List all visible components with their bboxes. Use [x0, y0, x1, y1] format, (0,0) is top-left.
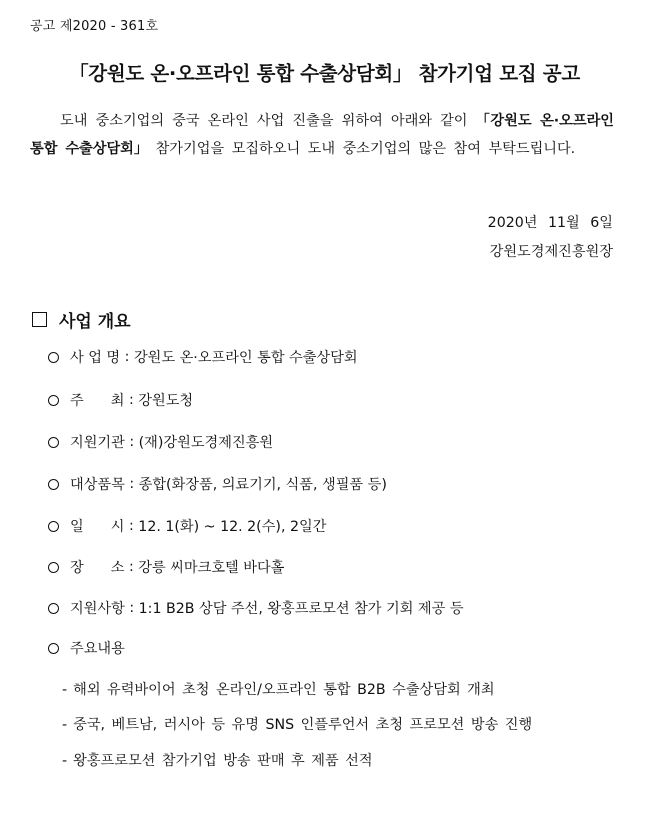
item-separator: :: [120, 349, 134, 365]
item-label: 주 최: [70, 393, 125, 409]
dash-bullet: -: [62, 682, 68, 698]
circle-bullet-icon: [48, 395, 59, 406]
item-separator: :: [124, 434, 139, 450]
issuer: 강원도경제진흥원장: [489, 244, 613, 260]
item-separator: :: [124, 600, 139, 616]
intro-text-after: 참가기업을 모집하오니 도내 중소기업의 많은 참여 부탁드립니다.: [148, 141, 576, 157]
sub-list-item: [62, 714, 532, 734]
item-label: 지원기관: [70, 435, 125, 451]
intro-paragraph: [30, 107, 614, 163]
item-label: 주요내용: [70, 641, 125, 657]
item-value: 종합(화장품, 의료기기, 식품, 생필품 등): [138, 477, 387, 493]
list-item: [48, 598, 464, 618]
item-value: 12. 1(화) ~ 12. 2(수), 2일간: [138, 519, 327, 535]
intro-text-before: 도내 중소기업의 중국 온라인 사업 진출을 위하여 아래와 같이: [60, 113, 476, 129]
item-label: 지원사항: [70, 601, 125, 617]
sub-item-text: 해외 유력바이어 초청 온라인/오프라인 통합 B2B 수출상담회 개최: [73, 682, 495, 698]
list-item: [48, 557, 284, 577]
item-label: 대상품목: [70, 477, 125, 493]
circle-bullet-icon: [48, 643, 59, 654]
notice-number: 공고 제2020 - 361호: [30, 19, 159, 34]
item-value: 강릉 씨마크호텔 바다홀: [138, 560, 285, 576]
circle-bullet-icon: [48, 562, 59, 573]
list-item: [48, 474, 387, 494]
circle-bullet-icon: [48, 437, 59, 448]
sub-list-item: [62, 750, 373, 770]
dash-bullet: -: [62, 753, 68, 769]
page-title: 「강원도 온·오프라인 통합 수출상담회」 참가기업 모집 공고: [69, 62, 580, 85]
list-item: [48, 347, 358, 367]
list-item: [48, 390, 193, 410]
section-title: [30, 307, 131, 332]
sub-item-text: 중국, 베트남, 러시아 등 유명 SNS 인플루언서 초청 프로모션 방송 진행: [73, 717, 533, 733]
item-separator: :: [124, 518, 139, 534]
intro-text-bold: 「강원도 온·오프라인 통합 수출상담회」: [30, 113, 615, 157]
notice-date: 2020년 11월 6일: [487, 215, 613, 231]
circle-bullet-icon: [48, 479, 59, 490]
circle-bullet-icon: [48, 521, 59, 532]
circle-bullet-icon: [48, 603, 59, 614]
item-separator: :: [124, 559, 139, 575]
square-bullet-icon: [32, 312, 47, 327]
circle-bullet-icon: [48, 352, 59, 363]
item-value: 강원도청: [138, 393, 194, 409]
item-value: 강원도 온·오프라인 통합 수출상담회: [133, 350, 358, 366]
item-label: 사 업 명: [70, 350, 121, 366]
list-item: [48, 516, 326, 536]
item-label: 일 시: [70, 519, 125, 535]
item-separator: :: [124, 392, 139, 408]
item-value: 1:1 B2B 상담 주선, 왕홍프로모션 참가 기회 제공 등: [138, 601, 464, 617]
dash-bullet: -: [62, 717, 68, 733]
list-item: [48, 638, 125, 658]
item-separator: :: [124, 476, 139, 492]
item-label: 장 소: [70, 560, 125, 576]
sub-item-text: 왕홍프로모션 참가기업 방송 판매 후 제품 선적: [73, 753, 373, 769]
section-title-text: 사업 개요: [59, 312, 131, 332]
item-value: (재)강원도경제진흥원: [138, 435, 274, 451]
sub-list-item: [62, 679, 495, 699]
list-item: [48, 432, 273, 452]
